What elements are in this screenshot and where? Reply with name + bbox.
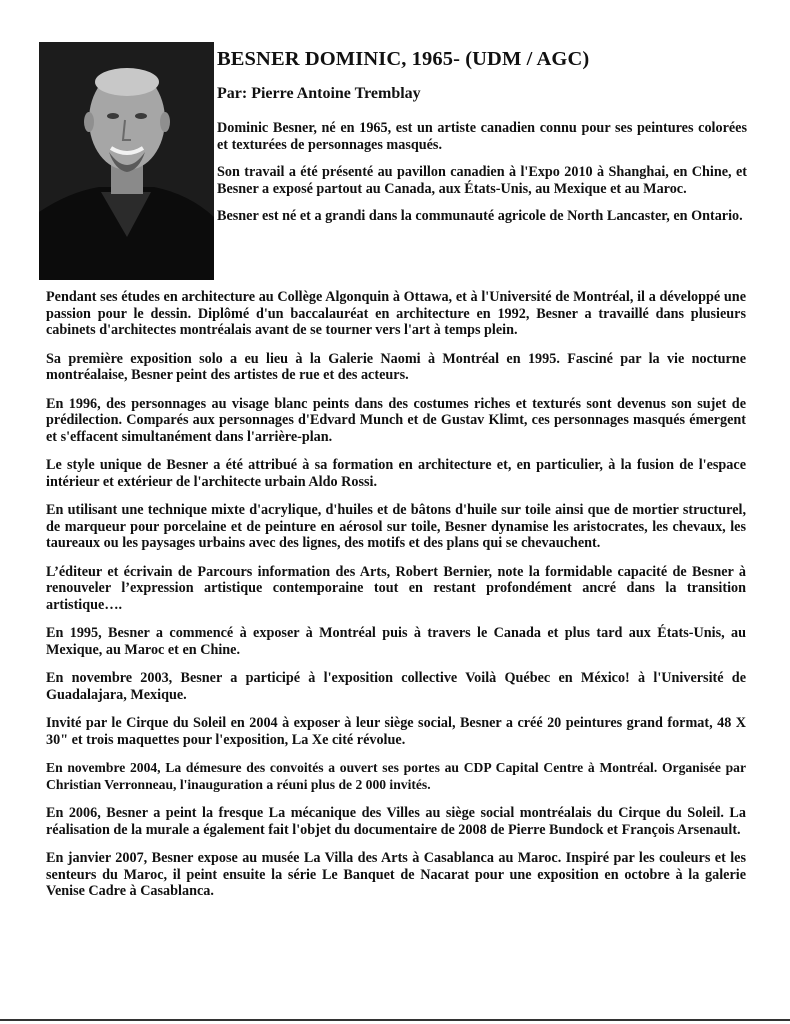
- header-block: [217, 42, 747, 225]
- intro-paragraph: Besner est né et a grandi dans la communauté agricole de North Lancaster, en Ontario.: [217, 208, 743, 224]
- body-paragraph: Pendant ses études en architecture au Collège Algonquin à Ottawa, et à l'Université de Montréal, il a développé une passion pour le dessin. Diplômé d'un baccalauréat en architecture en 1992, Besner a travaillé dans plusieurs cabinets d'architectes montréalais avant de se tourner vers l'art à temps plein.: [46, 289, 746, 338]
- body-paragraph: En novembre 2003, Besner a participé à l'exposition collective Voilà Québec en México! à l'Université de Guadalajara, Mexique.: [46, 670, 746, 703]
- page-edge-divider: [0, 1019, 790, 1021]
- artist-portrait-photo: [39, 42, 214, 280]
- intro-paragraph: Son travail a été présenté au pavillon canadien à l'Expo 2010 à Shanghai, en Chine, et Besner a exposé partout au Canada, aux États-Unis, au Mexique et au Maroc.: [217, 164, 747, 197]
- intro-paragraph: Dominic Besner, né en 1965, est un artiste canadien connu pour ses peintures colorées et texturées de personnages masqués.: [217, 120, 747, 153]
- body-paragraph: En 2006, Besner a peint la fresque La mécanique des Villes au siège social montréalais du Cirque du Soleil. La réalisation de la murale a également fait l'objet du documentaire de 2008 de Pierre Bundock et François Arsenault.: [46, 805, 746, 838]
- intro-section: [217, 120, 747, 225]
- body-paragraph: En 1995, Besner a commencé à exposer à Montréal puis à travers le Canada et plus tard aux États-Unis, au Mexique, au Maroc et en Chine.: [46, 625, 746, 658]
- body-paragraph: En utilisant une technique mixte d'acrylique, d'huiles et de bâtons d'huile sur toile ainsi que de mortier structurel, de marqueur pour porcelaine et de peinture en aérosol sur toile, Besner dynamise les aristocrates, les chevaux, les taureaux ou les paysages urbains avec des lignes, des motifs et des plans qui se chevauchent.: [46, 502, 746, 551]
- author-line: Par: Pierre Antoine Tremblay: [217, 85, 421, 102]
- page-title: BESNER DOMINIC, 1965- (UDM / AGC): [217, 48, 590, 70]
- body-paragraph: L’éditeur et écrivain de Parcours information des Arts, Robert Bernier, note la formidable capacité de Besner à renouveler l’expression artistique contemporaine tout en restant profondément ancré dans la transition artistique….: [46, 563, 746, 613]
- body-section: [46, 289, 746, 900]
- body-paragraph: Le style unique de Besner a été attribué à sa formation en architecture et, en particulier, à la fusion de l'espace intérieur et extérieur de l'architecte urbain Aldo Rossi.: [46, 457, 746, 490]
- body-paragraph: En 1996, des personnages au visage blanc peints dans des costumes riches et texturés sont devenus son sujet de prédilection. Comparés aux personnages d'Edvard Munch et de Gustav Klimt, ces personnages masqués émergent et s'effacent simultanément dans l'arrière-plan.: [46, 395, 746, 445]
- body-paragraph: En janvier 2007, Besner expose au musée La Villa des Arts à Casablanca au Maroc. Inspiré par les couleurs et les senteurs du Maroc, il peint ensuite la série Le Banquet de Nacarat pour une exposition en octobre à la galerie Venise Cadre à Casablanca.: [46, 850, 746, 899]
- body-paragraph: En novembre 2004, La démesure des convoités a ouvert ses portes au CDP Capital Centre à Montréal. Organisée par Christian Verronneau, l'inauguration a réuni plus de 2 000 invités.: [46, 760, 746, 792]
- body-paragraph: Sa première exposition solo a eu lieu à la Galerie Naomi à Montréal en 1995. Fasciné par la vie nocturne montréalaise, Besner peint des artistes de rue et des acteurs.: [46, 350, 746, 383]
- body-paragraph: Invité par le Cirque du Soleil en 2004 à exposer à leur siège social, Besner a créé 20 peintures grand format, 48 X 30" et trois maquettes pour l'exposition, La Xe cité révolue.: [46, 715, 746, 748]
